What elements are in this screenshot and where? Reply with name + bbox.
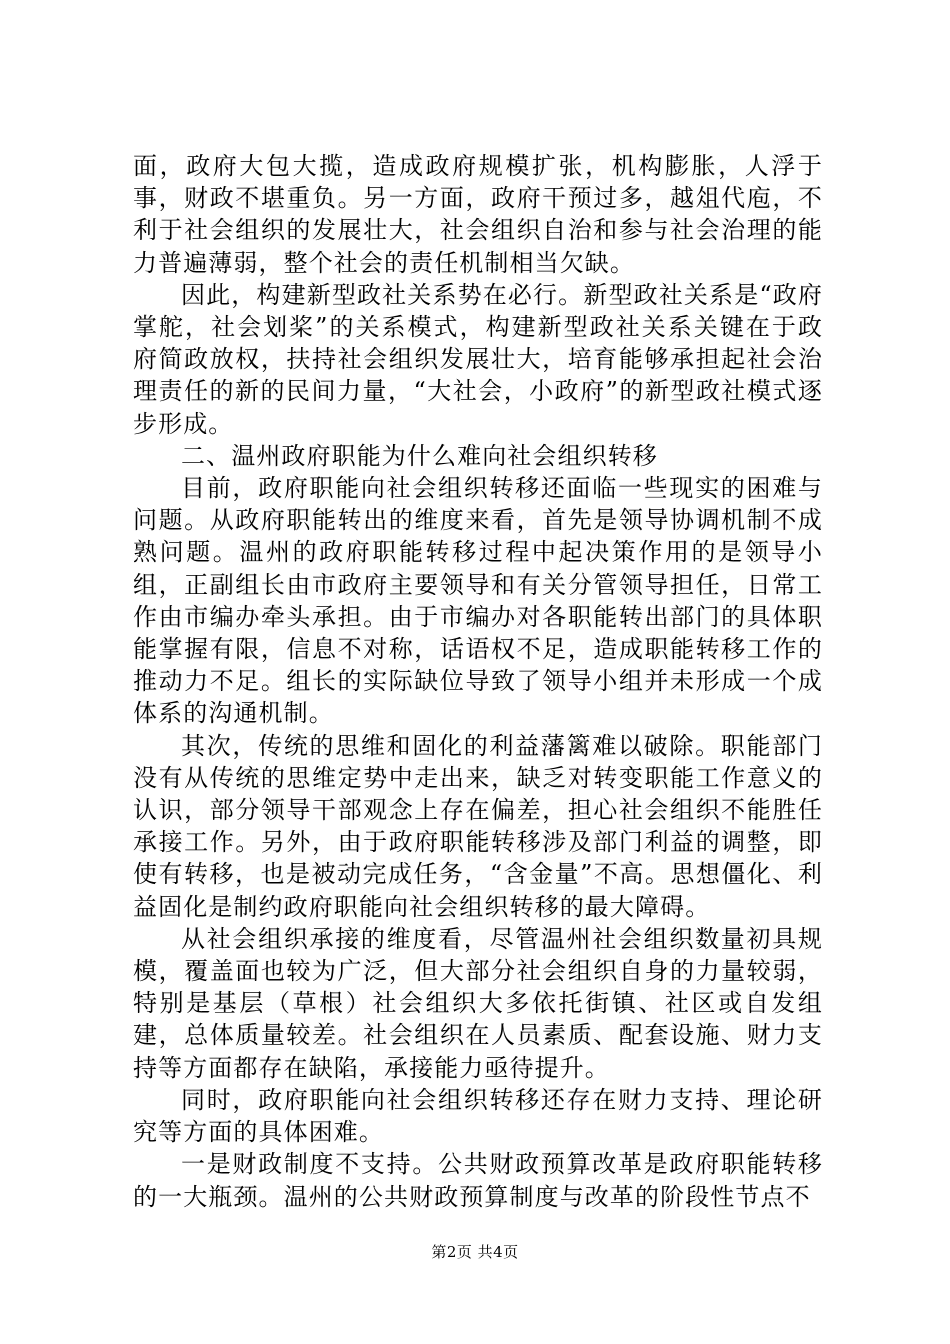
paragraph: 面，政府大包大揽，造成政府规模扩张，机构膨胀，人浮于事，财政不堪重负。另一方面，政府干预过多，越俎代庖，不利于社会组织的发展壮大，社会组织自治和参与社会治理的能力普遍薄弱，整个社会的责任机制相当欠缺。 bbox=[133, 152, 823, 277]
paragraph: 其次，传统的思维和固化的利益藩篱难以破除。职能部门没有从传统的思维定势中走出来，缺乏对转变职能工作意义的认识，部分领导干部观念上存在偏差，担心社会组织不能胜任承接工作。另外，由于政府职能转移涉及部门利益的调整，即使有转移，也是被动完成任务，“含金量”不高。思想僵化、利益固化是制约政府职能向社会组织转移的最大障碍。 bbox=[133, 731, 823, 921]
section-heading: 二、温州政府职能为什么难向社会组织转移 bbox=[181, 441, 658, 470]
paragraph: 目前，政府职能向社会组织转移还面临一些现实的困难与问题。从政府职能转出的维度来看，首先是领导协调机制不成熟问题。温州的政府职能转移过程中起决策作用的是领导小组，正副组长由市政府主要领导和有关分管领导担任，日常工作由市编办牵头承担。由于市编办对各职能转出部门的具体职能掌握有限，信息不对称，话语权不足，造成职能转移工作的推动力不足。组长的实际缺位导致了领导小组并未形成一个成体系的沟通机制。 bbox=[133, 474, 823, 728]
paragraph: 同时，政府职能向社会组织转移还存在财力支持、理论研究等方面的具体困难。 bbox=[133, 1085, 823, 1147]
paragraph: 因此，构建新型政社关系势在必行。新型政社关系是“政府掌舵，社会划桨”的关系模式，构建新型政社关系关键在于政府简政放权，扶持社会组织发展壮大，培育能够承担起社会治理责任的新的民间力量，“大社会，小政府”的新型政社模式逐步形成。 bbox=[133, 280, 823, 438]
body-text bbox=[133, 150, 823, 1213]
paragraph: 一是财政制度不支持。公共财政预算改革是政府职能转移的一大瓶颈。温州的公共财政预算制度与改革的阶段性节点不 bbox=[133, 1150, 823, 1211]
page-number-footer: 第2页 共4页 bbox=[431, 1243, 519, 1261]
paragraph: 从社会组织承接的维度看，尽管温州社会组织数量初具规模，覆盖面也较为广泛，但大部分社会组织自身的力量较弱，特别是基层（草根）社会组织大多依托街镇、社区或自发组建，总体质量较差。社会组织在人员素质、配套设施、财力支持等方面都存在缺陷，承接能力亟待提升。 bbox=[133, 924, 823, 1082]
